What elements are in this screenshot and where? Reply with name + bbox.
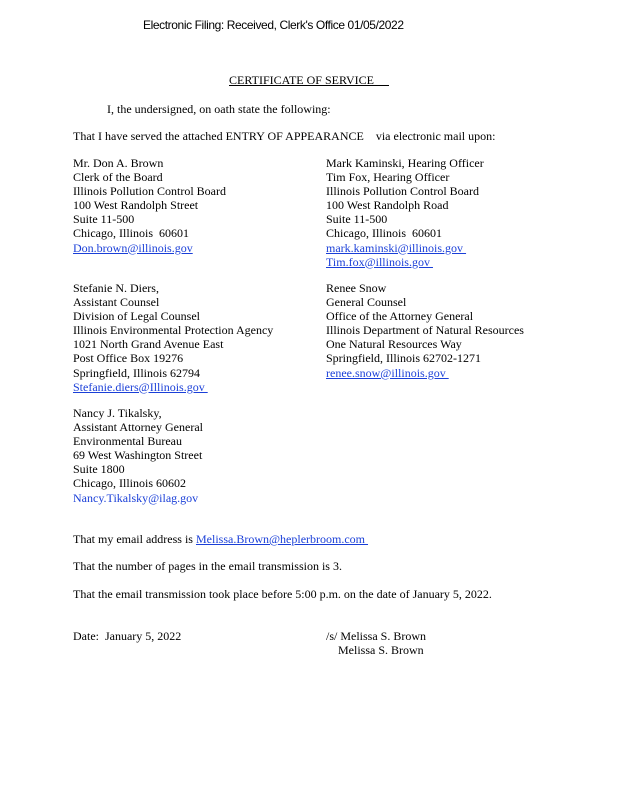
address-line: Chicago, Illinois 60602 [73,476,186,491]
email-link-diers[interactable]: Stefanie.diers@Illinois.gov [73,379,208,394]
email-link-kaminski[interactable]: mark.kaminski@illinois.gov [326,240,467,255]
address-line: Environmental Bureau [73,434,182,449]
address-line: General Counsel [326,295,407,310]
address-line: Suite 11-500 [73,212,135,227]
address-line: Suite 11-500 [326,212,388,227]
recipient-kaminski-fox [326,156,484,269]
address-line: Office of the Attorney General [326,309,474,324]
recipient-brown [73,156,226,255]
address-line: Post Office Box 19276 [73,351,184,366]
address-line: Renee Snow [326,281,387,295]
email-link-fox[interactable]: Tim.fox@illinois.gov [326,254,433,269]
email-link-tikalsky[interactable]: Nancy.Tikalsky@ilag.gov [73,490,199,505]
address-line: Nancy J. Tikalsky, [73,406,162,420]
signature-name: Melissa S. Brown [338,643,424,658]
email-link-snow[interactable]: renee.snow@illinois.gov [326,365,449,380]
served-statement: That I have served the attached ENTRY OF APPEARANCE via electronic mail upon: [73,129,496,143]
address-line: Illinois Department of Natural Resources [326,323,524,338]
address-line: Suite 1800 [73,462,125,477]
recipient-snow [326,281,524,380]
address-line: Mr. Don A. Brown [73,156,164,170]
address-line: Division of Legal Counsel [73,309,200,324]
transmission-time-statement: That the email transmission took place before 5:00 p.m. on the date of January 5, 2022. [73,587,492,601]
address-line: Tim Fox, Hearing Officer [326,170,450,185]
intro-statement: I, the undersigned, on oath state the following: [107,102,331,116]
email-link-melissa-brown[interactable]: Melissa.Brown@heplerbroom.com [195,532,369,546]
address-line: Chicago, Illinois 60601 [73,226,189,241]
address-line: Illinois Environmental Protection Agency [73,323,274,338]
electronic-filing-stamp: Electronic Filing: Received, Clerk's Office 01/05/2022 [143,18,404,32]
address-line: Illinois Pollution Control Board [326,184,480,199]
email-statement-prefix: That my email address is [73,532,196,546]
recipient-tikalsky [73,406,203,505]
address-line: One Natural Resources Way [326,337,462,352]
address-line: Springfield, Illinois 62794 [73,365,200,380]
address-line: Mark Kaminski, Hearing Officer [326,156,484,170]
address-line: 1021 North Grand Avenue East [73,337,224,352]
address-line: 100 West Randolph Road [326,198,449,213]
address-line: Clerk of the Board [73,170,163,185]
signature-line: /s/ Melissa S. Brown [326,629,427,643]
signature-block [326,629,426,657]
pages-statement: That the number of pages in the email transmission is 3. [73,559,342,573]
address-line: Springfield, Illinois 62702-1271 [326,351,481,366]
email-address-statement [73,532,368,546]
address-line: Chicago, Illinois 60601 [326,226,442,241]
email-link-brown[interactable]: Don.brown@illinois.gov [73,240,193,255]
recipient-diers [73,281,273,394]
page-title: CERTIFICATE OF SERVICE [229,73,389,87]
address-line: 69 West Washington Street [73,448,203,463]
date-line: Date: January 5, 2022 [73,629,182,643]
address-line: Stefanie N. Diers, [73,281,159,295]
address-line: Assistant Attorney General [73,420,203,435]
address-line: Assistant Counsel [73,295,160,310]
address-line: 100 West Randolph Street [73,198,199,213]
address-line: Illinois Pollution Control Board [73,184,227,199]
